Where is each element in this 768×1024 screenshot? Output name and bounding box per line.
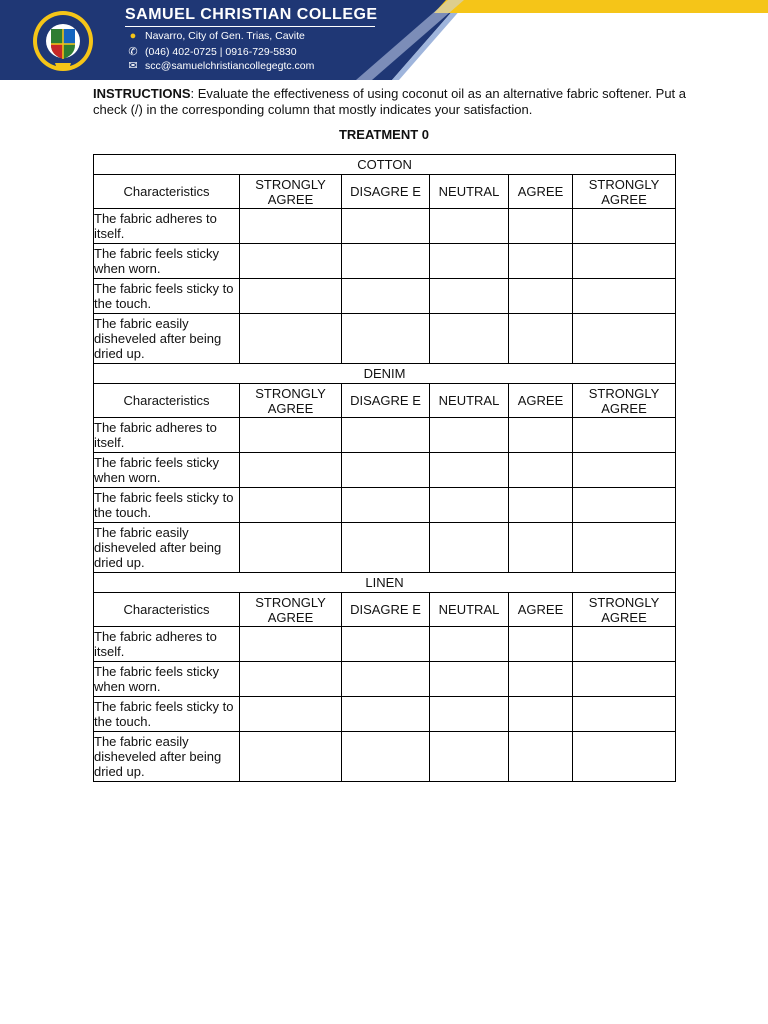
address-text: Navarro, City of Gen. Trias, Cavite xyxy=(145,30,305,42)
rating-cell[interactable] xyxy=(509,314,573,364)
college-name: SAMUEL CHRISTIAN COLLEGE xyxy=(125,6,378,23)
header-agree: AGREE xyxy=(509,175,573,209)
rating-cell[interactable] xyxy=(509,453,573,488)
email-line xyxy=(126,59,314,72)
rating-cell[interactable] xyxy=(573,627,676,662)
rating-cell[interactable] xyxy=(342,418,430,453)
rating-cell[interactable] xyxy=(240,697,342,732)
rating-cell[interactable] xyxy=(430,314,509,364)
table-row xyxy=(94,697,676,732)
rating-cell[interactable] xyxy=(573,732,676,782)
characteristic-cell: The fabric adheres to itself. xyxy=(94,209,240,244)
header-strongly-agree-2: STRONGLY AGREE xyxy=(573,384,676,418)
rating-cell[interactable] xyxy=(342,279,430,314)
college-name-underline xyxy=(125,26,375,27)
column-header-row xyxy=(94,593,676,627)
characteristic-cell: The fabric feels sticky when worn. xyxy=(94,662,240,697)
rating-cell[interactable] xyxy=(509,697,573,732)
rating-cell[interactable] xyxy=(509,732,573,782)
location-pin-icon: ● xyxy=(129,30,137,42)
rating-cell[interactable] xyxy=(509,662,573,697)
rating-cell[interactable] xyxy=(430,732,509,782)
instructions-text: : Evaluate the effectiveness of using coconut oil as an alternative fabric softener. Put a check (/) in the corresponding column that mostly indicates your satisfaction. xyxy=(93,86,687,117)
rating-cell[interactable] xyxy=(573,453,676,488)
instructions-label: INSTRUCTIONS xyxy=(93,86,191,101)
rating-cell[interactable] xyxy=(430,662,509,697)
rating-cell[interactable] xyxy=(342,488,430,523)
rating-cell[interactable] xyxy=(240,732,342,782)
rating-cell[interactable] xyxy=(342,697,430,732)
rating-cell[interactable] xyxy=(342,209,430,244)
table-row xyxy=(94,209,676,244)
rating-cell[interactable] xyxy=(430,244,509,279)
rating-cell[interactable] xyxy=(240,209,342,244)
address-line xyxy=(126,30,305,42)
rating-cell[interactable] xyxy=(240,662,342,697)
rating-cell[interactable] xyxy=(430,279,509,314)
rating-cell[interactable] xyxy=(430,453,509,488)
rating-cell[interactable] xyxy=(240,418,342,453)
rating-cell[interactable] xyxy=(430,418,509,453)
rating-cell[interactable] xyxy=(573,244,676,279)
fabric-label: DENIM xyxy=(94,364,676,384)
rating-cell[interactable] xyxy=(573,209,676,244)
rating-cell[interactable] xyxy=(573,314,676,364)
rating-cell[interactable] xyxy=(509,523,573,573)
rating-cell[interactable] xyxy=(509,627,573,662)
column-header-row xyxy=(94,175,676,209)
header-strongly-agree: STRONGLY AGREE xyxy=(240,175,342,209)
rating-cell[interactable] xyxy=(573,662,676,697)
characteristic-cell: The fabric feels sticky to the touch. xyxy=(94,488,240,523)
rating-cell[interactable] xyxy=(573,488,676,523)
rating-cell[interactable] xyxy=(573,418,676,453)
rating-cell[interactable] xyxy=(573,279,676,314)
rating-cell[interactable] xyxy=(240,488,342,523)
table-row xyxy=(94,662,676,697)
rating-cell[interactable] xyxy=(342,453,430,488)
header-disagree: DISAGRE E xyxy=(342,593,430,627)
phone-icon: ✆ xyxy=(128,46,138,58)
rating-cell[interactable] xyxy=(430,697,509,732)
phone-text: (046) 402-0725 | 0916-729-5830 xyxy=(145,46,297,58)
fabric-row-linen xyxy=(94,573,676,593)
rating-cell[interactable] xyxy=(573,697,676,732)
header-neutral: NEUTRAL xyxy=(430,384,509,418)
rating-cell[interactable] xyxy=(509,418,573,453)
header-strongly-agree-2: STRONGLY AGREE xyxy=(573,175,676,209)
characteristic-cell: The fabric feels sticky when worn. xyxy=(94,244,240,279)
rating-cell[interactable] xyxy=(342,523,430,573)
rating-cell[interactable] xyxy=(509,279,573,314)
header-characteristics: Characteristics xyxy=(94,175,240,209)
table-row xyxy=(94,523,676,573)
characteristic-cell: The fabric feels sticky when worn. xyxy=(94,453,240,488)
rating-cell[interactable] xyxy=(342,314,430,364)
header-banner xyxy=(0,0,768,80)
fabric-label: COTTON xyxy=(94,155,676,175)
rating-cell[interactable] xyxy=(509,244,573,279)
table-row xyxy=(94,244,676,279)
rating-cell[interactable] xyxy=(240,314,342,364)
header-strongly-agree: STRONGLY AGREE xyxy=(240,384,342,418)
table-row xyxy=(94,279,676,314)
college-seal-logo xyxy=(29,9,97,73)
rating-cell[interactable] xyxy=(240,523,342,573)
email-icon: ✉ xyxy=(128,60,138,72)
rating-cell[interactable] xyxy=(430,627,509,662)
header-characteristics: Characteristics xyxy=(94,593,240,627)
fabric-row-cotton xyxy=(94,155,676,175)
instructions-paragraph xyxy=(93,86,693,118)
rating-cell[interactable] xyxy=(240,627,342,662)
header-characteristics: Characteristics xyxy=(94,384,240,418)
header-agree: AGREE xyxy=(509,384,573,418)
banner-background xyxy=(0,0,768,80)
rating-cell[interactable] xyxy=(509,488,573,523)
rating-cell[interactable] xyxy=(342,732,430,782)
table-row xyxy=(94,627,676,662)
characteristic-cell: The fabric easily disheveled after being dried up. xyxy=(94,314,240,364)
table-row xyxy=(94,453,676,488)
rating-cell[interactable] xyxy=(573,523,676,573)
rating-cell[interactable] xyxy=(430,523,509,573)
header-disagree: DISAGRE E xyxy=(342,175,430,209)
characteristic-cell: The fabric easily disheveled after being dried up. xyxy=(94,732,240,782)
table-row xyxy=(94,732,676,782)
characteristic-cell: The fabric feels sticky to the touch. xyxy=(94,697,240,732)
rating-cell[interactable] xyxy=(240,279,342,314)
header-strongly-agree: STRONGLY AGREE xyxy=(240,593,342,627)
rating-cell[interactable] xyxy=(430,209,509,244)
phone-line xyxy=(126,45,297,58)
fabric-label: LINEN xyxy=(94,573,676,593)
table-row xyxy=(94,314,676,364)
fabric-row-denim xyxy=(94,364,676,384)
table-row xyxy=(94,488,676,523)
characteristic-cell: The fabric adheres to itself. xyxy=(94,418,240,453)
header-neutral: NEUTRAL xyxy=(430,175,509,209)
rating-cell[interactable] xyxy=(509,209,573,244)
rating-cell[interactable] xyxy=(342,627,430,662)
rating-cell[interactable] xyxy=(342,244,430,279)
table-row xyxy=(94,418,676,453)
rating-cell[interactable] xyxy=(430,488,509,523)
header-disagree: DISAGRE E xyxy=(342,384,430,418)
header-agree: AGREE xyxy=(509,593,573,627)
treatment-title: TREATMENT 0 xyxy=(338,127,430,142)
rating-cell[interactable] xyxy=(240,244,342,279)
rating-cell[interactable] xyxy=(342,662,430,697)
characteristic-cell: The fabric feels sticky to the touch. xyxy=(94,279,240,314)
column-header-row xyxy=(94,384,676,418)
characteristic-cell: The fabric easily disheveled after being dried up. xyxy=(94,523,240,573)
rating-cell[interactable] xyxy=(240,453,342,488)
header-strongly-agree-2: STRONGLY AGREE xyxy=(573,593,676,627)
survey-table xyxy=(93,154,676,782)
email-text: scc@samuelchristiancollegegtc.com xyxy=(145,60,315,72)
characteristic-cell: The fabric adheres to itself. xyxy=(94,627,240,662)
header-neutral: NEUTRAL xyxy=(430,593,509,627)
